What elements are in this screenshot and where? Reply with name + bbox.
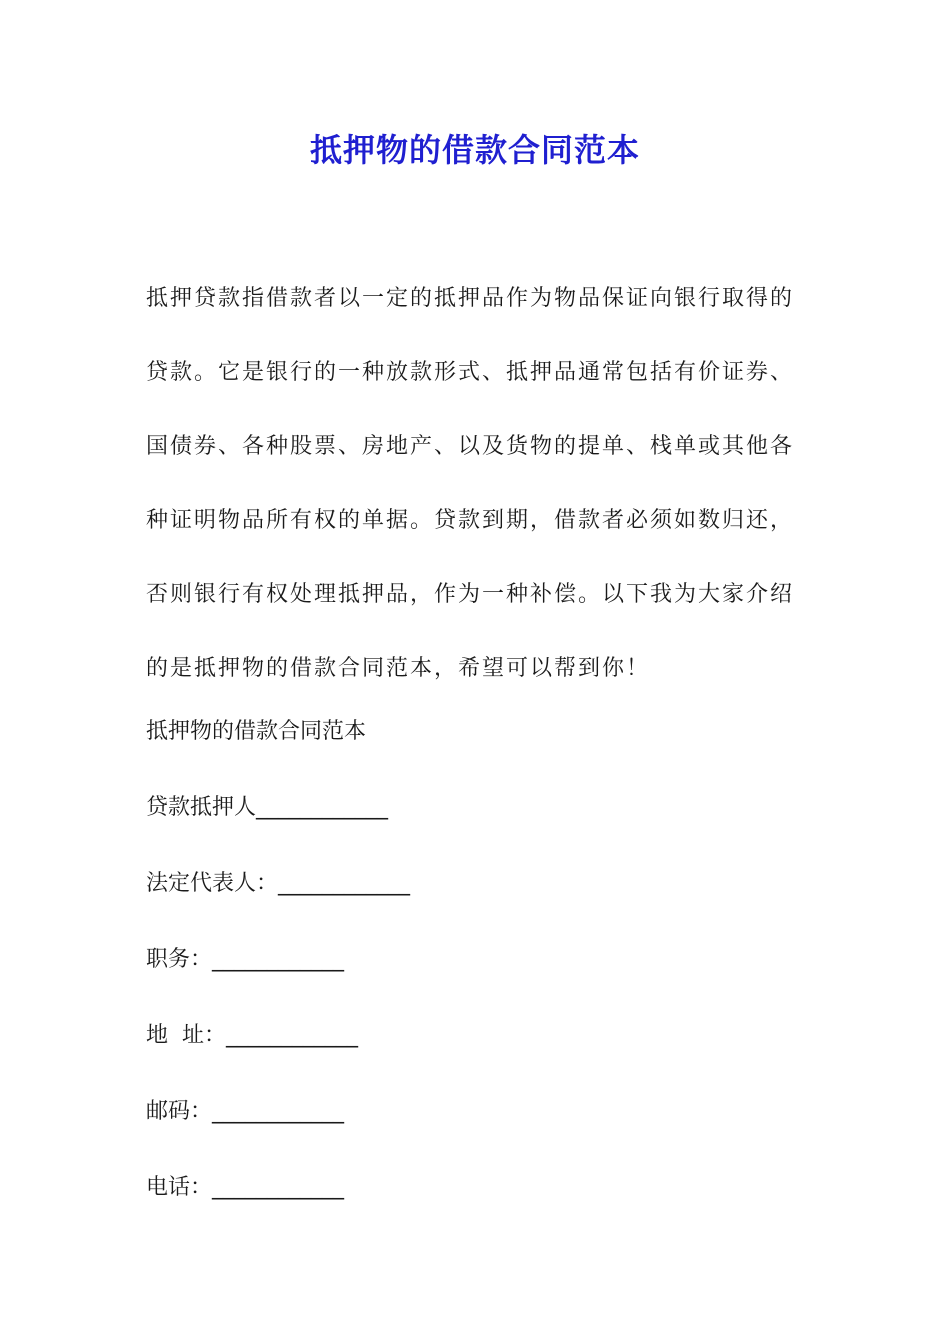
field-label: 职务：: [146, 947, 213, 972]
field-position: [146, 940, 806, 1016]
intro-line: 抵押贷款指借款者以一定的抵押品作为物品保证向银行取得的: [146, 286, 795, 311]
field-phone: [146, 1168, 806, 1244]
intro-line: 否则银行有权处理抵押品，作为一种补偿。以下我为大家介绍: [146, 582, 795, 607]
field-label: 法定代表人：: [146, 871, 279, 896]
field-label: 地 址：: [146, 1023, 226, 1048]
intro-line: 的是抵押物的借款合同范本，希望可以帮到你！: [146, 656, 651, 681]
field-blank: ____________: [212, 947, 345, 972]
contract-fields: [146, 712, 806, 1244]
intro-paragraph: [146, 262, 806, 706]
field-blank: ____________: [226, 1023, 358, 1048]
field-label: 邮码：: [146, 1099, 213, 1124]
field-legal-representative: [146, 864, 806, 940]
field-blank: ____________: [212, 1099, 345, 1124]
field-postcode: [146, 1092, 806, 1168]
field-blank: ____________: [256, 795, 389, 820]
intro-line: 种证明物品所有权的单据。贷款到期，借款者必须如数归还，: [146, 508, 795, 533]
field-label: 贷款抵押人: [146, 795, 257, 820]
field-mortgagor: [146, 788, 806, 864]
section-heading: 抵押物的借款合同范本: [146, 719, 367, 744]
intro-line: 国债券、各种股票、房地产、以及货物的提单、栈单或其他各: [146, 434, 795, 459]
field-blank: ____________: [278, 871, 411, 896]
field-label: 电话：: [146, 1175, 213, 1200]
intro-line: 贷款。它是银行的一种放款形式、抵押品通常包括有价证券、: [146, 360, 795, 385]
field-address: [146, 1016, 806, 1092]
field-blank: ____________: [212, 1175, 345, 1200]
document-title: 抵押物的借款合同范本: [309, 131, 640, 169]
